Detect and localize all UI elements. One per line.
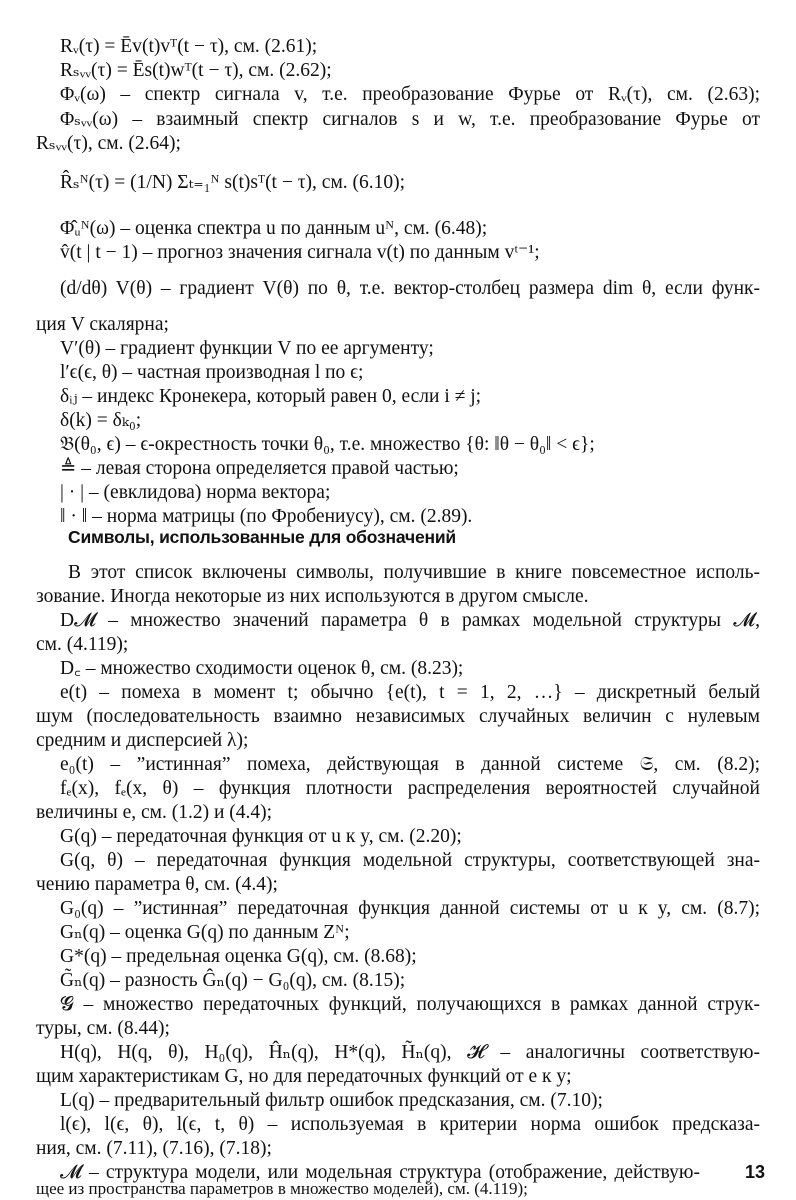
text-line: l(ϵ), l(ϵ, θ), l(ϵ, t, θ) – используемая в критерии норма ошибок предсказа- xyxy=(60,1114,760,1135)
text-line: e₀(t) – ”истинная” помеха, действующая в данной системе 𝔖, см. (8.2); xyxy=(60,754,760,775)
text-line: V′(θ) – градиент функции V по ее аргументу; xyxy=(60,338,434,359)
text-line: ция V скалярна; xyxy=(36,314,169,335)
text-line: 𝔅(θ₀, ϵ) – ϵ-окрестность точки θ₀, т.е. множество {θ: ‖θ − θ₀‖ < ϵ}; xyxy=(60,434,595,455)
text-line: (d/dθ) V(θ) – градиент V(θ) по θ, т.е. вектор-столбец размера dim θ, если функ- xyxy=(60,278,760,299)
text-line: ‖ · ‖ – норма матрицы (по Фробениусу), см. (2.89). xyxy=(60,506,473,527)
text-line: e(t) – помеха в момент t; обычно {e(t), t = 1, 2, …} – дискретный белый xyxy=(60,682,760,703)
text-line: Φ̂ᵤᴺ(ω) – оценка спектра u по данным uᴺ, см. (6.48); xyxy=(60,218,488,239)
text-line: величины e, см. (1.2) и (4.4); xyxy=(36,802,273,823)
text-line: fₑ(x), fₑ(x, θ) – функция плотности распределения вероятностей случайной xyxy=(60,778,760,799)
text-line: щее из пространства параметров в множество моделей), см. (4.119); xyxy=(36,1179,528,1198)
text-line: см. (4.119); xyxy=(36,634,129,655)
text-line: щим характеристикам G, но для передаточных функций от e к y; xyxy=(36,1066,572,1087)
text-line: Rᵥ(τ) = Ēv(t)vᵀ(t − τ), см. (2.61); xyxy=(60,36,318,57)
text-line: 𝓜 – структура модели, или модельная структура (отображение, действую- xyxy=(60,1162,700,1183)
text-line: G(q, θ) – передаточная функция модельной структуры, соответствующей зна- xyxy=(60,850,760,871)
text-line: G(q) – передаточная функция от u к y, см. (2.20); xyxy=(60,826,462,847)
text-line: v̂(t | t − 1) – прогноз значения сигнала v(t) по данным vᵗ⁻¹; xyxy=(60,242,540,263)
text-line: Φₛᵥᵥ(ω) – взаимный спектр сигналов s и w, т.е. преобразование Фурье от xyxy=(60,109,760,130)
section-heading: Символы, использованные для обозначений xyxy=(68,527,456,547)
text-line: G*(q) – предельная оценка G(q), см. (8.68); xyxy=(60,946,417,967)
text-line: D꜀ – множество сходимости оценок θ, см. (8.23); xyxy=(60,658,464,679)
text-line: зование. Иногда некоторые из них используются в другом смысле. xyxy=(36,586,589,607)
text-line: Φᵥ(ω) – спектр сигнала v, т.е. преобразование Фурье от Rᵥ(τ), см. (2.63); xyxy=(60,84,760,105)
text-line: Gₙ(q) – оценка G(q) по данным Zᴺ; xyxy=(60,922,350,943)
text-line: l′ϵ(ϵ, θ) – частная производная l по ϵ; xyxy=(60,362,364,383)
text-line: чению параметра θ, см. (4.4); xyxy=(36,874,278,895)
page-number: 13 xyxy=(745,1162,766,1182)
text-line: туры, см. (8.44); xyxy=(36,1018,170,1039)
text-line: ≜ – левая сторона определяется правой частью; xyxy=(60,458,459,479)
text-line: 𝓖 – множество передаточных функций, получающихся в рамках данной струк- xyxy=(60,994,760,1015)
text-line: δᵢⱼ – индекс Кронекера, который равен 0, если i ≠ j; xyxy=(60,386,482,407)
text-line: G₀(q) – ”истинная” передаточная функция данной системы от u к y, см. (8.7); xyxy=(60,898,760,919)
text-line: Rₛᵥᵥ(τ) = Ēs(t)wᵀ(t − τ), см. (2.62); xyxy=(60,60,332,81)
text-line: H(q), H(q, θ), H₀(q), Ĥₙ(q), H*(q), H̃ₙ(q), 𝓗 – аналогичны соответствую- xyxy=(60,1042,760,1063)
text-line: D𝓜 – множество значений параметра θ в рамках модельной структуры 𝓜, xyxy=(60,610,760,631)
text-line: В этот список включены символы, получившие в книге повсеместное исполь- xyxy=(68,562,760,583)
text-line: G̃ₙ(q) – разность Ĝₙ(q) − G₀(q), см. (8.15); xyxy=(60,970,406,991)
text-line: | · | – (евклидова) норма вектора; xyxy=(60,482,331,503)
text-line: L(q) – предварительный фильтр ошибок предсказания, см. (7.10); xyxy=(60,1090,603,1111)
text-line: средним и дисперсией λ); xyxy=(36,730,249,751)
text-line: шум (последовательность взаимно независимых случайных величин с нулевым xyxy=(36,706,760,727)
text-line: Rₛᵥᵥ(τ), см. (2.64); xyxy=(36,133,181,154)
text-line: ния, см. (7.11), (7.16), (7.18); xyxy=(36,1138,272,1159)
text-line: δ(k) = δₖ₀; xyxy=(60,410,142,431)
formula-line: R̂ₛᴺ(τ) = (1/N) Σₜ₌₁ᴺ s(t)sᵀ(t − τ), см. (6.10); xyxy=(60,172,406,193)
